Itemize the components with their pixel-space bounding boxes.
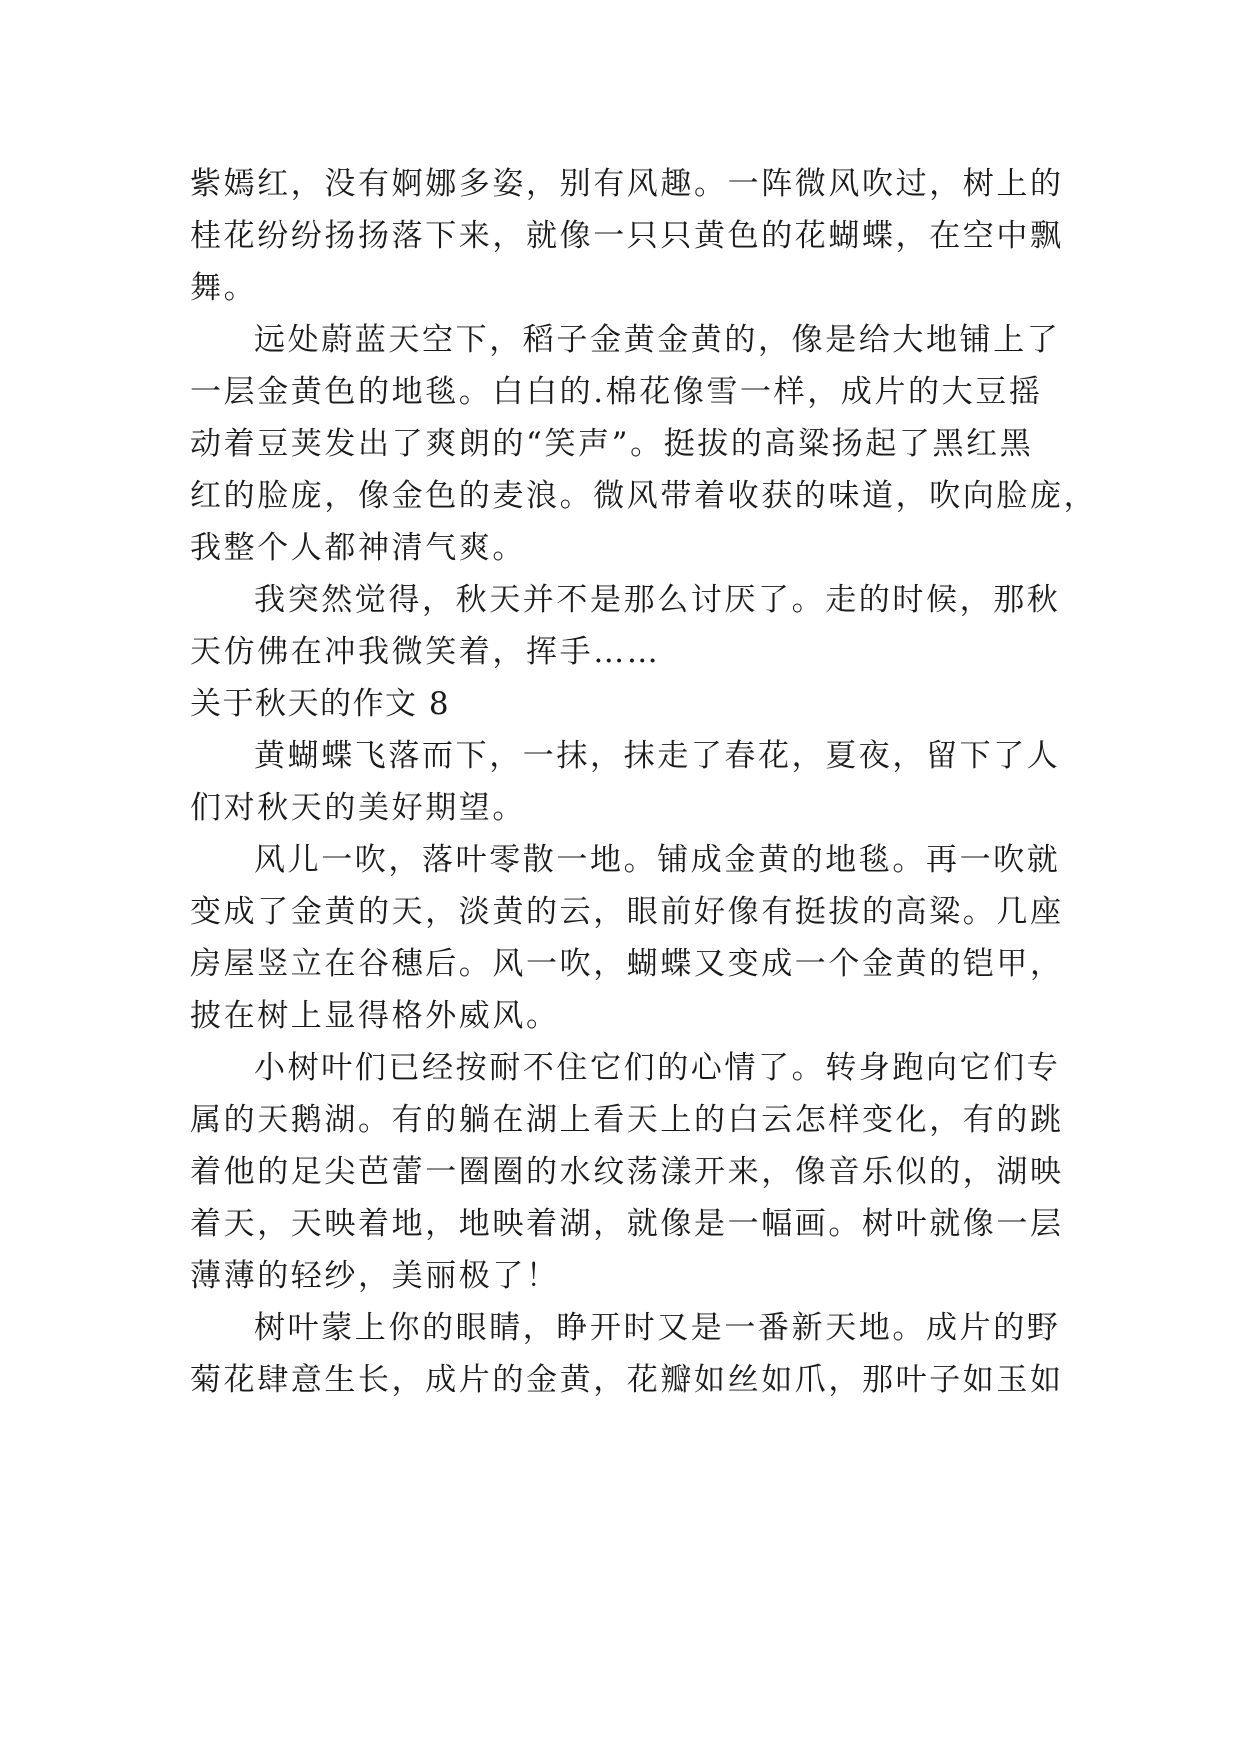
paragraph-first-line: 远处蔚蓝天空下，稻子金黄金黄的，像是给大地铺上了 (254, 322, 1061, 358)
text-line: 天仿佛在冲我微笑着，挥手…… (190, 634, 661, 670)
text-line: 房屋竖立在谷穗后。风一吹，蝴蝶又变成一个金黄的铠甲， (190, 946, 1064, 982)
text-line: 变成了金黄的天，淡黄的云，眼前好像有挺拔的高粱。几座 (190, 894, 1064, 930)
section-heading: 关于秋天的作文 8 (190, 686, 451, 722)
text-line: 红的脸庞，像金色的麦浪。微风带着收获的味道，吹向脸庞， (190, 478, 1098, 514)
text-line: 们对秋天的美好期望。 (190, 790, 526, 826)
paragraph-first-line: 小树叶们已经按耐不住它们的心情了。转身跑向它们专 (254, 1050, 1061, 1086)
text-line: 动着豆荚发出了爽朗的“笑声”。挺拔的高粱扬起了黑红黑 (190, 426, 1034, 462)
paragraph-first-line: 黄蝴蝶飞落而下，一抹，抹走了春花，夏夜，留下了人 (254, 738, 1061, 774)
text-line: 薄薄的轻纱，美丽极了！ (190, 1258, 560, 1294)
text-line: 披在树上显得格外威风。 (190, 998, 560, 1034)
text-line: 紫嫣红，没有婀娜多姿，别有风趣。一阵微风吹过，树上的 (190, 166, 1064, 202)
paragraph-first-line: 我突然觉得，秋天并不是那么讨厌了。走的时候，那秋 (254, 582, 1061, 618)
text-line: 着天，天映着地，地映着湖，就像是一幅画。树叶就像一层 (190, 1206, 1064, 1242)
text-line: 菊花肆意生长，成片的金黄，花瓣如丝如爪，那叶子如玉如 (190, 1362, 1064, 1398)
essay-body (190, 158, 1098, 1406)
text-line: 着他的足尖芭蕾一圈圈的水纹荡漾开来，像音乐似的，湖映 (190, 1154, 1064, 1190)
text-line: 我整个人都神清气爽。 (190, 530, 526, 566)
paragraph-first-line: 树叶蒙上你的眼睛，睁开时又是一番新天地。成片的野 (254, 1310, 1061, 1346)
text-line: 属的天鹅湖。有的躺在湖上看天上的白云怎样变化，有的跳 (190, 1102, 1064, 1138)
text-line: 桂花纷纷扬扬落下来，就像一只只黄色的花蝴蝶，在空中飘 (190, 218, 1064, 254)
paragraph-first-line: 风儿一吹，落叶零散一地。铺成金黄的地毯。再一吹就 (254, 842, 1061, 878)
text-line: 舞。 (190, 270, 258, 306)
text-line: 一层金黄色的地毯。白白的.棉花像雪一样，成片的大豆摇 (190, 374, 1043, 410)
